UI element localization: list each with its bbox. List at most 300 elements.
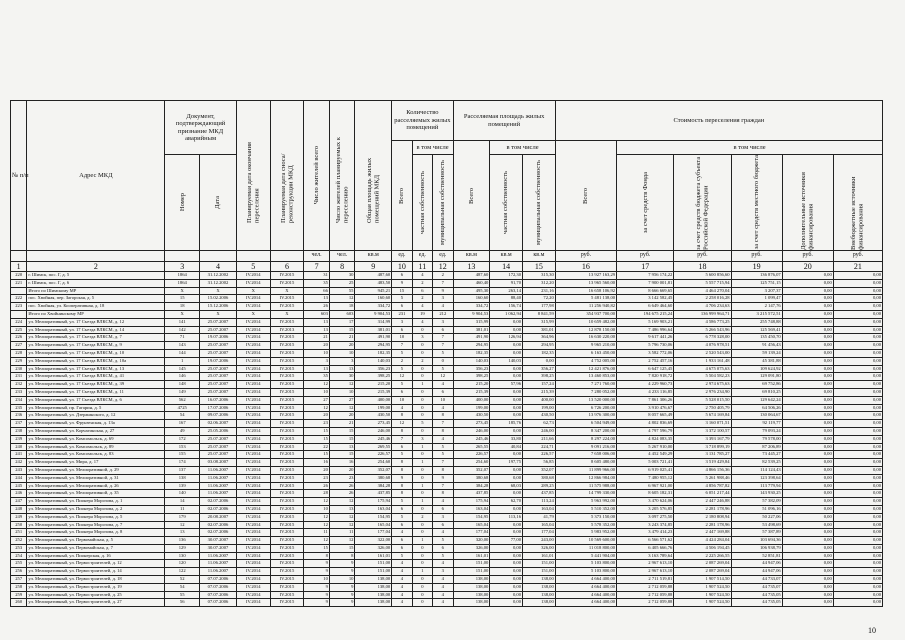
table-cell: 02.07.2006	[200, 498, 237, 506]
table-cell: 120	[165, 560, 200, 568]
table-cell: 02.07.2006	[200, 521, 237, 529]
table-cell: 0,00	[782, 544, 833, 552]
table-cell: 30.07.2007	[200, 544, 237, 552]
address-cell: ул. Мелиоративный, ул. 17 Съезда ВЛКСМ, д. 11	[27, 388, 165, 396]
header-doc-group: Документ, подтверждающий признание МКД аварийным	[165, 101, 237, 155]
table-cell: 0,00	[490, 505, 523, 513]
table-cell: 154,95	[453, 513, 490, 521]
table-cell: 4	[433, 599, 453, 607]
table-cell: 140,03	[355, 357, 392, 365]
address-cell: пос. Хвойная, ул. Кооперативная, д. 18	[27, 303, 165, 311]
table-cell: 144	[165, 349, 200, 357]
table-cell: 8	[392, 490, 412, 498]
address-cell: ул. Мелиоративный, ул. Пионера Морозова, д. 2	[27, 505, 165, 513]
table-cell: 44 735,05	[731, 591, 782, 599]
table-cell: 197,75	[490, 459, 523, 467]
table-cell: 334,72	[453, 303, 490, 311]
table-cell: 0,00	[782, 583, 833, 591]
column-number-cell: 7	[304, 262, 330, 272]
table-cell: 15.12.2006	[200, 303, 237, 311]
table-cell: 33,80	[490, 435, 523, 443]
column-number-cell: 5	[236, 262, 270, 272]
table-cell: 3 207,37	[731, 287, 782, 295]
table-cell: IV.2015	[270, 560, 304, 568]
address-cell: ул. Мелиоративный, ул. Мелиоративной, д. 26	[27, 482, 165, 490]
table-cell: IV.2014	[236, 560, 270, 568]
table-cell: 4 856 787,82	[674, 482, 731, 490]
table-cell: 138,00	[355, 599, 392, 607]
table-cell: 66	[304, 287, 330, 295]
table-cell: 11.06.2007	[200, 482, 237, 490]
table-cell: 7	[433, 279, 453, 287]
table-cell: IV.2014	[236, 591, 270, 599]
table-cell: 231	[11, 373, 27, 381]
table-cell: 237	[11, 420, 27, 428]
table-cell: 5	[392, 365, 412, 373]
table-cell: 0,00	[490, 404, 523, 412]
address-cell: г. Шимск, пос. Г, д. 6	[27, 279, 165, 287]
table-cell: 177,98	[523, 303, 556, 311]
table-cell: 3	[304, 357, 330, 365]
table-cell: 226	[11, 334, 27, 342]
table-cell: 244	[11, 474, 27, 482]
table-cell: 10 569 600,00	[555, 537, 616, 545]
table-cell: 53 498,69	[731, 521, 782, 529]
table-cell: 15	[329, 435, 355, 443]
table-cell: 15	[392, 287, 412, 295]
table-cell: 239	[11, 435, 27, 443]
table-cell: 11	[304, 529, 330, 537]
table-cell: 130	[165, 552, 200, 560]
table-cell: 3 163 789,64	[617, 552, 674, 560]
table-cell: 02.06.2007	[200, 420, 237, 428]
table-cell: IV.2014	[236, 482, 270, 490]
table-cell: IV.2015	[270, 396, 304, 404]
table-cell: 0,00	[833, 474, 882, 482]
table-cell: 215,39	[453, 388, 490, 396]
table-cell: 4	[433, 303, 453, 311]
table-cell: 56	[165, 599, 200, 607]
table-cell: 356,27	[523, 365, 556, 373]
table-cell: 4 802 836,69	[617, 420, 674, 428]
table-cell: 10	[329, 576, 355, 584]
table-cell: 0,00	[833, 443, 882, 451]
table-cell: 20.08.2007	[200, 513, 237, 521]
table-cell: 6 566 571,62	[617, 537, 674, 545]
table-cell: 27	[304, 396, 330, 404]
table-cell: 8 666 669,65	[617, 287, 674, 295]
table-cell: 215,39	[523, 388, 556, 396]
address-cell: пос. Хвойная, пер. Загорская, д. 5	[27, 295, 165, 303]
table-cell: 251	[11, 529, 27, 537]
table-cell: 2 281 178,96	[674, 505, 731, 513]
table-cell: 6	[412, 287, 432, 295]
table-cell: 79 578,00	[731, 435, 782, 443]
table-cell: 231,16	[523, 287, 556, 295]
header-area-all: Всего	[467, 187, 475, 204]
table-cell: 381,01	[355, 326, 392, 334]
table-cell: 0,00	[782, 349, 833, 357]
table-cell: 5	[392, 552, 412, 560]
table-cell: 0,00	[833, 521, 882, 529]
unit-cell	[270, 251, 304, 262]
table-cell: IV.2014	[236, 396, 270, 404]
table-cell: 1 907 524,50	[674, 583, 731, 591]
table-row	[11, 435, 883, 443]
address-cell: ул. Мелиоративный, ул. 17 Съезда ВЛКСМ, д. 10	[27, 349, 165, 357]
table-cell: 1 907 514,50	[674, 576, 731, 584]
table-cell: 2	[433, 272, 453, 280]
table-cell: 28	[304, 490, 330, 498]
unit-cell	[236, 251, 270, 262]
header-count-all: Всего	[398, 187, 406, 204]
table-cell: 31	[304, 272, 330, 280]
address-cell: ул. Мелиоративный, ул. 17 Съезда ВЛКСМ, д. 14	[27, 326, 165, 334]
table-cell: 9	[304, 599, 330, 607]
table-cell: 103 694,36	[731, 537, 782, 545]
table-cell: 4 675 075,63	[674, 365, 731, 373]
column-number-cell: 6	[270, 262, 304, 272]
address-cell: ул. Мелиоративный, ул. Комсомольск, д. 83	[27, 451, 165, 459]
table-cell: 77,00	[490, 537, 523, 545]
table-cell: 0,00	[782, 365, 833, 373]
table-row	[11, 295, 883, 303]
table-row	[11, 427, 883, 435]
table-cell: 145	[165, 365, 200, 373]
table-cell: 1	[412, 568, 432, 576]
table-cell: 5 103 800,00	[555, 560, 616, 568]
table-cell: 0,00	[782, 303, 833, 311]
table-cell: 4	[392, 404, 412, 412]
table-cell: 55	[165, 591, 200, 599]
table-cell: 13	[329, 505, 355, 513]
table-cell: 0,00	[782, 521, 833, 529]
table-cell: 491,90	[453, 334, 490, 342]
table-cell: 138,00	[453, 599, 490, 607]
table-cell: 0,00	[490, 326, 523, 334]
table-cell: 6 967 921,00	[617, 482, 674, 490]
table-cell: 11 256 940,82	[555, 303, 616, 311]
address-cell: ул. Мелиоративный, ул. Комсомольск, д. 89	[27, 443, 165, 451]
table-cell: 0,00	[782, 591, 833, 599]
table-cell: 5	[433, 552, 453, 560]
table-cell: 7 820 918,72	[617, 373, 674, 381]
unit-cell: чел.	[304, 251, 330, 262]
table-cell: 242	[11, 459, 27, 467]
column-number-cell: 3	[165, 262, 200, 272]
table-cell: 0,00	[833, 279, 882, 287]
table-cell: 25.07.2007	[200, 381, 237, 389]
table-cell: 3 582 772,06	[617, 349, 674, 357]
table-row	[11, 420, 883, 428]
table-cell: IV.2015	[270, 544, 304, 552]
table-cell: 257	[11, 576, 27, 584]
table-cell: IV.2014	[236, 326, 270, 334]
table-cell: 2 712 059,88	[617, 599, 674, 607]
table-cell: 146	[165, 373, 200, 381]
table-cell: 2 967 613,10	[617, 568, 674, 576]
table-cell: 0,00	[833, 357, 882, 365]
table-cell: 4 664 400,00	[555, 576, 616, 584]
table-cell: 6	[392, 537, 412, 545]
table-cell: 1864	[165, 279, 200, 287]
table-cell: 0,00	[490, 318, 523, 326]
unit-cell: руб.	[731, 251, 782, 262]
table-cell: IV.2015	[270, 529, 304, 537]
table-cell: 12	[304, 513, 330, 521]
table-cell: 151,00	[453, 568, 490, 576]
table-cell: 161,01	[523, 552, 556, 560]
table-row	[11, 505, 883, 513]
table-cell: 177,04	[523, 529, 556, 537]
table-cell: 5 373 150,00	[555, 513, 616, 521]
table-cell: IV.2014	[236, 435, 270, 443]
table-cell: 10	[304, 576, 330, 584]
table-cell: 9	[304, 560, 330, 568]
address-cell: ул. Мелиоративный, ул. Дзержинского, д. 12	[27, 412, 165, 420]
table-cell: 294,95	[523, 342, 556, 350]
table-cell: X	[200, 287, 237, 295]
header-nonbudget: Внебюджетные источники финансирования	[850, 176, 865, 250]
table-cell: 6 051 217,44	[674, 490, 731, 498]
table-cell: 0	[412, 388, 432, 396]
table-cell: 148	[165, 381, 200, 389]
table-cell: 4	[433, 381, 453, 389]
table-cell: 0,00	[833, 412, 882, 420]
table-cell: 2	[412, 513, 432, 521]
table-cell: 142	[165, 326, 200, 334]
table-cell: 13	[304, 318, 330, 326]
table-cell: 17.07.2006	[200, 404, 237, 412]
table-cell: 0,00	[833, 544, 882, 552]
table-cell: 16 658 106,92	[555, 287, 616, 295]
address-cell: ул. Мелиоративный, ул. Первостроителей, д. 14	[27, 568, 165, 576]
table-cell: 199,00	[355, 404, 392, 412]
table-cell: 0,00	[782, 342, 833, 350]
table-cell: 3 243 374,85	[617, 521, 674, 529]
table-cell: IV.2015	[270, 498, 304, 506]
table-cell: 9	[329, 560, 355, 568]
table-cell: 161,01	[355, 552, 392, 560]
table-cell: 4	[433, 404, 453, 412]
table-cell: 4 664 400,00	[555, 583, 616, 591]
table-cell: 356,23	[355, 365, 392, 373]
table-cell: 6	[433, 521, 453, 529]
table-cell: 138,00	[355, 583, 392, 591]
table-cell: 4	[433, 576, 453, 584]
table-cell: 5	[392, 349, 412, 357]
table-cell: 175,94	[355, 498, 392, 506]
table-cell: 0,00	[833, 482, 882, 490]
address-cell: ул. Мелиоративный, ул. 17 Съезда ВЛКСМ, д. 10а	[27, 357, 165, 365]
table-cell: 9	[433, 287, 453, 295]
table-cell: 12	[329, 295, 355, 303]
table-cell: 4 452 549,29	[617, 451, 674, 459]
table-cell: 246,00	[453, 427, 490, 435]
column-number-cell: 18	[674, 262, 731, 272]
table-cell: 0,00	[782, 427, 833, 435]
table-cell: 381,01	[523, 326, 556, 334]
column-number-cell: 10	[392, 262, 412, 272]
table-cell: 6	[392, 443, 412, 451]
table-cell: 91,70	[490, 279, 523, 287]
table-cell: 7 271 760,00	[555, 381, 616, 389]
address-cell: ул. Мелиоративный, ул. 17 Съезда ВЛКСМ, д. 13	[27, 365, 165, 373]
table-cell: 5 674 169,84	[674, 412, 731, 420]
table-cell: 10	[392, 396, 412, 404]
table-cell: 12	[304, 498, 330, 506]
table-cell: 226,57	[523, 451, 556, 459]
table-cell: 0	[412, 591, 432, 599]
table-row	[11, 474, 883, 482]
table-cell: 0,00	[782, 498, 833, 506]
table-cell: 8 297 224,00	[555, 435, 616, 443]
table-cell: 194 675 215,24	[617, 310, 674, 318]
table-cell: 2 712 059,88	[617, 583, 674, 591]
table-cell: 3 160 071,51	[674, 420, 731, 428]
table-cell: 31.12.2002	[200, 272, 237, 280]
table-cell: 175,94	[453, 498, 490, 506]
table-cell: 51 096,16	[731, 505, 782, 513]
table-cell: 255	[11, 560, 27, 568]
relocation-table-sheet	[10, 100, 883, 607]
unit-cell: ед.	[392, 251, 412, 262]
unit-cell: кв.м	[453, 251, 490, 262]
table-cell: 7 480 955,12	[617, 474, 674, 482]
table-cell: 380,68	[355, 474, 392, 482]
table-cell: 9 091 216,00	[555, 443, 616, 451]
table-cell: 125 569,41	[731, 326, 782, 334]
table-row	[11, 334, 883, 342]
header-area-group: Расселяемая площадь жилых помещений	[453, 101, 555, 141]
table-cell: 02.07.2006	[200, 529, 237, 537]
table-cell: 0,00	[833, 568, 882, 576]
table-cell: 56,85	[523, 459, 556, 467]
table-cell: IV.2014	[236, 303, 270, 311]
table-cell: 35	[304, 279, 330, 287]
table-cell: IV.2014	[236, 576, 270, 584]
address-cell: ул. Мелиоративный, ул. 17 Съезда ВЛКСМ, д. 12	[27, 318, 165, 326]
table-cell: 2 087 269,04	[674, 560, 731, 568]
table-cell: 69 752,86	[731, 381, 782, 389]
table-cell: 30	[329, 272, 355, 280]
table-cell: 0,00	[782, 451, 833, 459]
table-cell: 07.07.2006	[200, 599, 237, 607]
table-cell: 235	[11, 404, 27, 412]
table-cell: 26	[329, 490, 355, 498]
table-cell: 0,00	[490, 388, 523, 396]
table-cell: 2	[392, 357, 412, 365]
table-cell: 12	[329, 381, 355, 389]
table-cell: 0,00	[833, 318, 882, 326]
table-cell: 114 124,43	[731, 466, 782, 474]
table-cell: 364,96	[523, 334, 556, 342]
column-number-cell: 21	[833, 262, 882, 272]
table-cell: 3	[412, 435, 432, 443]
table-row	[11, 318, 883, 326]
table-cell: 156,74	[490, 303, 523, 311]
table-cell: IV.2015	[270, 412, 304, 420]
table-cell: 0,00	[782, 420, 833, 428]
table-cell: 215,20	[355, 381, 392, 389]
table-cell: 30.07.2007	[200, 537, 237, 545]
column-number-cell: 12	[433, 262, 453, 272]
table-cell: 8	[392, 459, 412, 467]
table-cell: 0,00	[782, 443, 833, 451]
table-cell: 25.07.2007	[200, 326, 237, 334]
table-cell: 0	[412, 365, 432, 373]
unit-cell	[165, 251, 200, 262]
table-cell: 5 510 352,00	[555, 505, 616, 513]
table-cell: 11.06.2007	[200, 560, 237, 568]
table-cell: 5 528 015,50	[674, 396, 731, 404]
table-cell: 5	[433, 349, 453, 357]
table-row	[11, 381, 883, 389]
table-cell: 151,00	[453, 560, 490, 568]
table-cell: 460,40	[453, 279, 490, 287]
address-cell: ул. Мелиоративный, ул. Пионера Морозова, д. 5	[27, 513, 165, 521]
table-cell: 269,55	[355, 443, 392, 451]
table-cell: 129 091,80	[731, 373, 782, 381]
table-cell: 8	[433, 427, 453, 435]
table-cell: IV.2014	[236, 466, 270, 474]
units-row	[11, 251, 883, 262]
table-cell: 172,30	[490, 272, 523, 280]
table-cell: 246,00	[523, 427, 556, 435]
table-cell: 0,00	[782, 513, 833, 521]
table-cell: 18	[329, 303, 355, 311]
table-cell: 6 163 450,00	[555, 349, 616, 357]
table-cell: 312,20	[523, 279, 556, 287]
table-cell: 8	[304, 552, 330, 560]
table-row	[11, 482, 883, 490]
table-cell: 7	[433, 420, 453, 428]
table-cell: 12	[165, 521, 200, 529]
table-cell: 0	[412, 560, 432, 568]
address-cell: ул. Мелиоративный, ул. Первостроителей, д. 25	[27, 591, 165, 599]
table-cell: 4 866 156,36	[674, 466, 731, 474]
table-cell: 3 479 414,23	[617, 529, 674, 537]
table-cell: 5 441 904,00	[555, 552, 616, 560]
address-cell: ул. Мелиоративный, ул. Первостроителей, д. 12	[27, 560, 165, 568]
table-cell: 12 421 876,00	[555, 365, 616, 373]
table-cell: 5	[433, 365, 453, 373]
table-cell: 7	[433, 459, 453, 467]
table-cell: 0,00	[782, 287, 833, 295]
table-cell: IV.2014	[236, 451, 270, 459]
table-cell: 5 481 138,00	[555, 295, 616, 303]
table-cell: 0,00	[490, 396, 523, 404]
table-cell: 15.02.2006	[200, 295, 237, 303]
table-cell: 165,04	[453, 521, 490, 529]
address-cell: ул. Мелиоративный, ул. Первомайская, д. 7	[27, 544, 165, 552]
table-row	[11, 357, 883, 365]
table-cell: 0,00	[782, 279, 833, 287]
column-number-cell: 8	[329, 262, 355, 272]
table-cell: 4	[433, 529, 453, 537]
table-cell: 5 169 903,21	[617, 318, 674, 326]
table-cell: IV.2015	[270, 451, 304, 459]
table-cell: 0,00	[833, 349, 882, 357]
table-cell: 0,00	[833, 505, 882, 513]
table-cell: 215,39	[355, 388, 392, 396]
table-cell: 13	[304, 365, 330, 373]
table-cell: 8 605 182,31	[617, 490, 674, 498]
table-cell: 62,73	[523, 420, 556, 428]
table-cell: 273,45	[453, 420, 490, 428]
table-cell: 226,57	[453, 451, 490, 459]
table-cell: 398,25	[523, 373, 556, 381]
